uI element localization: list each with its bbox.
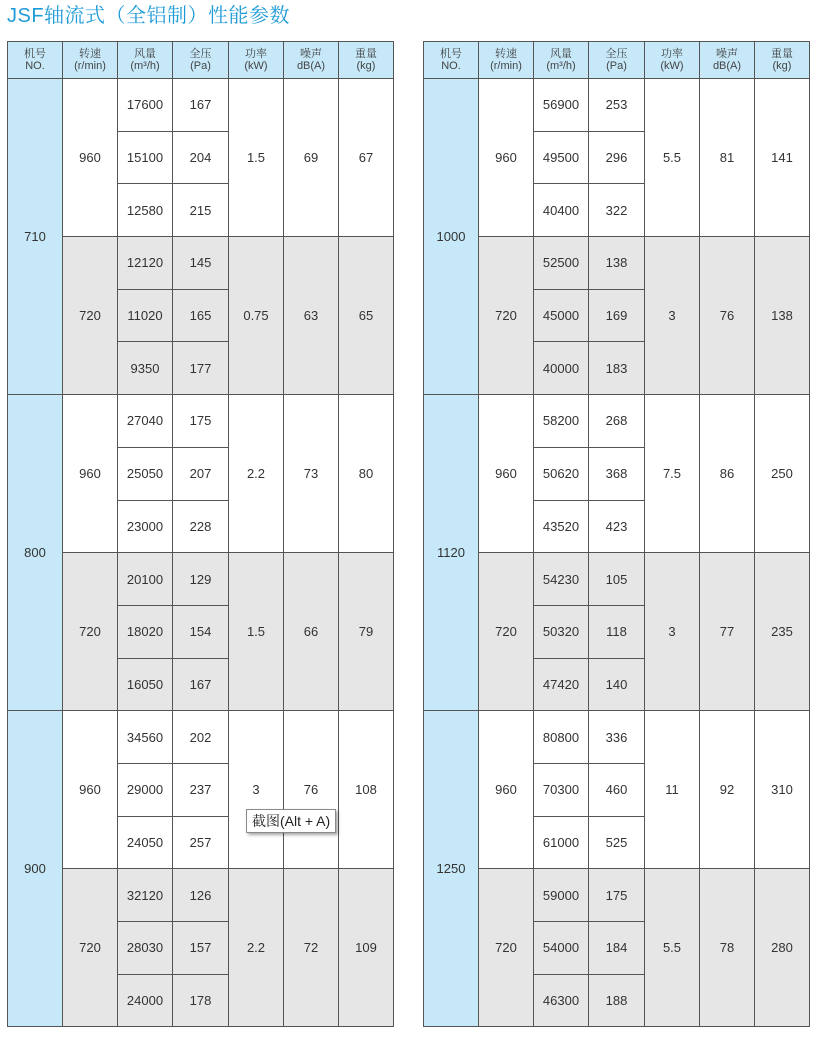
speed-cell: 720 [479, 237, 534, 395]
airflow-cell: 80800 [534, 711, 589, 764]
pressure-cell: 202 [173, 711, 229, 764]
pressure-cell: 525 [589, 816, 645, 869]
header-unit: (r/min) [490, 60, 522, 72]
airflow-cell: 45000 [534, 289, 589, 342]
pressure-cell: 167 [173, 79, 229, 132]
airflow-cell: 47420 [534, 658, 589, 711]
pressure-cell: 183 [589, 342, 645, 395]
pressure-cell: 368 [589, 447, 645, 500]
noise-cell: 77 [700, 553, 755, 711]
airflow-cell: 54230 [534, 553, 589, 606]
header-unit: NO. [25, 60, 45, 72]
weight-cell: 109 [339, 869, 394, 1027]
header-weight [339, 42, 394, 79]
pressure-cell: 167 [173, 658, 229, 711]
table-row [424, 711, 810, 764]
header-weight [755, 42, 810, 79]
pressure-cell: 126 [173, 869, 229, 922]
airflow-cell: 59000 [534, 869, 589, 922]
airflow-cell: 52500 [534, 237, 589, 290]
airflow-cell: 15100 [118, 131, 173, 184]
header-model-no [424, 42, 479, 79]
airflow-cell: 12120 [118, 237, 173, 290]
model-number: 900 [8, 711, 63, 1027]
header-unit: (Pa) [606, 60, 627, 72]
pressure-cell: 237 [173, 763, 229, 816]
pressure-cell: 175 [173, 395, 229, 448]
pressure-cell: 154 [173, 605, 229, 658]
performance-table-left [7, 41, 394, 1027]
power-cell: 1.5 [229, 79, 284, 237]
pressure-cell: 322 [589, 184, 645, 237]
airflow-cell: 25050 [118, 447, 173, 500]
header-label: 转速 [79, 48, 101, 60]
header-unit: (Pa) [190, 60, 211, 72]
noise-cell: 86 [700, 395, 755, 553]
model-number: 1120 [424, 395, 479, 711]
airflow-cell: 28030 [118, 922, 173, 975]
header-label: 噪声 [716, 48, 738, 60]
pressure-cell: 105 [589, 553, 645, 606]
pressure-cell: 157 [173, 922, 229, 975]
weight-cell: 138 [755, 237, 810, 395]
pressure-cell: 184 [589, 922, 645, 975]
table-row [424, 869, 810, 922]
header-pressure [173, 42, 229, 79]
speed-cell: 720 [63, 553, 118, 711]
header-power [645, 42, 700, 79]
table-row [424, 79, 810, 132]
table-row [424, 395, 810, 448]
airflow-cell: 27040 [118, 395, 173, 448]
pressure-cell: 178 [173, 974, 229, 1027]
header-power [229, 42, 284, 79]
power-cell: 3 [645, 237, 700, 395]
noise-cell: 76 [700, 237, 755, 395]
weight-cell: 141 [755, 79, 810, 237]
weight-cell: 250 [755, 395, 810, 553]
airflow-cell: 46300 [534, 974, 589, 1027]
airflow-cell: 70300 [534, 763, 589, 816]
airflow-cell: 32120 [118, 869, 173, 922]
noise-cell: 92 [700, 711, 755, 869]
header-unit: (kg) [772, 60, 792, 72]
header-noise [284, 42, 339, 79]
pressure-cell: 253 [589, 79, 645, 132]
power-cell: 5.5 [645, 79, 700, 237]
pressure-cell: 296 [589, 131, 645, 184]
pressure-cell: 175 [589, 869, 645, 922]
header-unit: dB(A) [296, 60, 326, 72]
power-cell: 1.5 [229, 553, 284, 711]
power-cell: 2.2 [229, 869, 284, 1027]
table-row [424, 237, 810, 290]
pressure-cell: 204 [173, 131, 229, 184]
model-number: 710 [8, 79, 63, 395]
pressure-cell: 129 [173, 553, 229, 606]
airflow-cell: 17600 [118, 79, 173, 132]
table-row [8, 711, 394, 764]
speed-cell: 720 [63, 869, 118, 1027]
pressure-cell: 423 [589, 500, 645, 553]
airflow-cell: 24050 [118, 816, 173, 869]
header-unit: (kW) [660, 60, 684, 72]
airflow-cell: 24000 [118, 974, 173, 1027]
speed-cell: 960 [63, 79, 118, 237]
airflow-cell: 50620 [534, 447, 589, 500]
weight-cell: 65 [339, 237, 394, 395]
speed-cell: 720 [63, 237, 118, 395]
weight-cell: 80 [339, 395, 394, 553]
power-cell: 11 [645, 711, 700, 869]
power-cell: 3 [229, 711, 284, 869]
table-row [8, 79, 394, 132]
table-row [8, 869, 394, 922]
header-row [424, 42, 810, 79]
noise-cell: 72 [284, 869, 339, 1027]
performance-table-right [423, 41, 810, 1027]
header-speed [63, 42, 118, 79]
header-label: 噪声 [300, 48, 322, 60]
pressure-cell: 138 [589, 237, 645, 290]
airflow-cell: 58200 [534, 395, 589, 448]
header-label: 机号 [24, 48, 46, 60]
pressure-cell: 215 [173, 184, 229, 237]
airflow-cell: 40000 [534, 342, 589, 395]
header-noise [700, 42, 755, 79]
power-cell: 2.2 [229, 395, 284, 553]
header-label: 风量 [134, 48, 156, 60]
pressure-cell: 140 [589, 658, 645, 711]
airflow-cell: 50320 [534, 605, 589, 658]
pressure-cell: 336 [589, 711, 645, 764]
noise-cell: 81 [700, 79, 755, 237]
header-label: 风量 [550, 48, 572, 60]
airflow-cell: 23000 [118, 500, 173, 553]
header-unit: (kg) [356, 60, 376, 72]
table-row [8, 237, 394, 290]
page-title: JSF轴流式（全铝制）性能参数 [7, 5, 291, 27]
noise-cell: 76 [284, 711, 339, 869]
header-unit: (m³/h) [546, 60, 576, 72]
pressure-cell: 165 [173, 289, 229, 342]
pressure-cell: 188 [589, 974, 645, 1027]
pressure-cell: 177 [173, 342, 229, 395]
airflow-cell: 43520 [534, 500, 589, 553]
header-label: 机号 [440, 48, 462, 60]
speed-cell: 720 [479, 553, 534, 711]
speed-cell: 960 [479, 79, 534, 237]
header-label: 全压 [605, 48, 628, 60]
speed-cell: 960 [63, 395, 118, 553]
pressure-cell: 207 [173, 447, 229, 500]
airflow-cell: 11020 [118, 289, 173, 342]
noise-cell: 69 [284, 79, 339, 237]
table-row [8, 553, 394, 606]
header-model-no [8, 42, 63, 79]
pressure-cell: 460 [589, 763, 645, 816]
speed-cell: 960 [479, 395, 534, 553]
table-row [424, 553, 810, 606]
header-unit: (m³/h) [130, 60, 160, 72]
airflow-cell: 56900 [534, 79, 589, 132]
speed-cell: 960 [63, 711, 118, 869]
airflow-cell: 34560 [118, 711, 173, 764]
airflow-cell: 29000 [118, 763, 173, 816]
airflow-cell: 18020 [118, 605, 173, 658]
header-label: 全压 [189, 48, 212, 60]
pressure-cell: 169 [589, 289, 645, 342]
noise-cell: 63 [284, 237, 339, 395]
speed-cell: 720 [479, 869, 534, 1027]
noise-cell: 73 [284, 395, 339, 553]
airflow-cell: 20100 [118, 553, 173, 606]
airflow-cell: 54000 [534, 922, 589, 975]
pressure-cell: 118 [589, 605, 645, 658]
power-cell: 0.75 [229, 237, 284, 395]
header-airflow [118, 42, 173, 79]
table-row [8, 395, 394, 448]
speed-cell: 960 [479, 711, 534, 869]
header-label: 重量 [355, 48, 377, 60]
model-number: 1000 [424, 79, 479, 395]
weight-cell: 108 [339, 711, 394, 869]
screenshot-tooltip: 截图(Alt + A) [246, 809, 336, 833]
airflow-cell: 40400 [534, 184, 589, 237]
power-cell: 3 [645, 553, 700, 711]
noise-cell: 66 [284, 553, 339, 711]
header-unit: (r/min) [74, 60, 106, 72]
header-label: 重量 [771, 48, 793, 60]
model-number: 1250 [424, 711, 479, 1027]
weight-cell: 235 [755, 553, 810, 711]
pressure-cell: 257 [173, 816, 229, 869]
weight-cell: 67 [339, 79, 394, 237]
pressure-cell: 268 [589, 395, 645, 448]
pressure-cell: 228 [173, 500, 229, 553]
noise-cell: 78 [700, 869, 755, 1027]
airflow-cell: 12580 [118, 184, 173, 237]
header-label: 功率 [245, 48, 267, 60]
weight-cell: 310 [755, 711, 810, 869]
header-label: 功率 [661, 48, 683, 60]
header-airflow [534, 42, 589, 79]
model-number: 800 [8, 395, 63, 711]
airflow-cell: 61000 [534, 816, 589, 869]
header-unit: NO. [441, 60, 461, 72]
weight-cell: 280 [755, 869, 810, 1027]
power-cell: 5.5 [645, 869, 700, 1027]
header-pressure [589, 42, 645, 79]
pressure-cell: 145 [173, 237, 229, 290]
header-unit: (kW) [244, 60, 268, 72]
airflow-cell: 49500 [534, 131, 589, 184]
header-row [8, 42, 394, 79]
header-unit: dB(A) [712, 60, 742, 72]
airflow-cell: 16050 [118, 658, 173, 711]
header-label: 转速 [495, 48, 517, 60]
header-speed [479, 42, 534, 79]
airflow-cell: 9350 [118, 342, 173, 395]
power-cell: 7.5 [645, 395, 700, 553]
weight-cell: 79 [339, 553, 394, 711]
